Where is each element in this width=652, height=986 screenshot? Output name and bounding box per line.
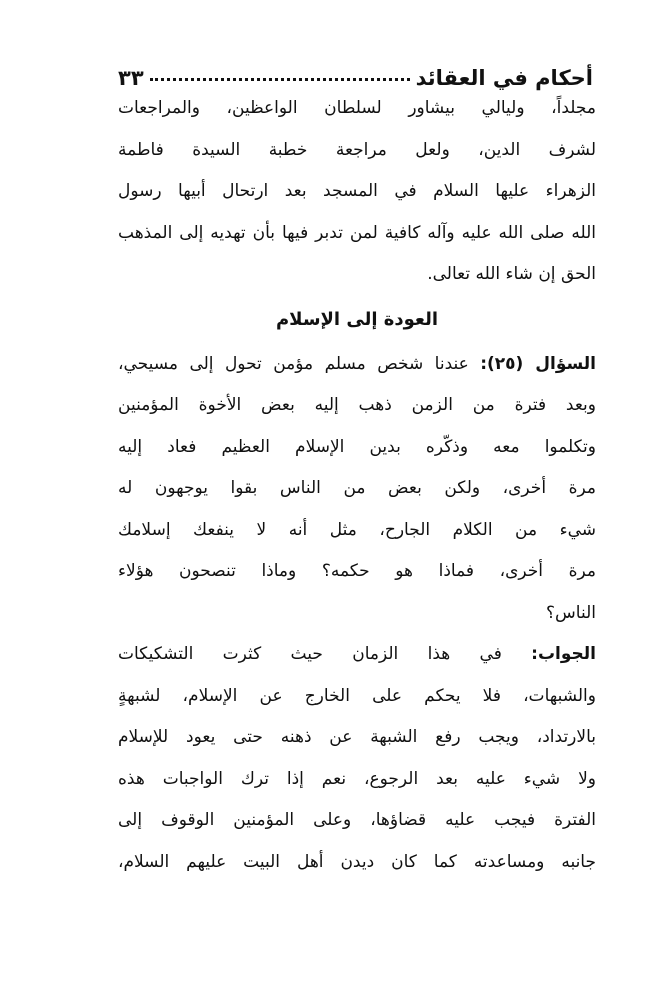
body-line: الحق إن شاء الله تعالى. <box>427 264 596 284</box>
answer-line: الفترة فيجب عليه قضاؤها، وعلى المؤمنين الوقوف إلى <box>118 810 596 830</box>
running-title: أحكام في العقائد <box>415 66 593 90</box>
question-line: وبعد فترة من الزمن ذهب إليه بعض الأخوة المؤمنين <box>118 395 596 415</box>
answer-line: جانبه ومساعدته كما كان ديدن أهل البيت عليهم السلام، <box>118 851 596 872</box>
answer-label: الجواب: <box>531 644 596 664</box>
question-first-line <box>118 344 596 386</box>
body-line: الزهراء عليها السلام في المسجد بعد ارتحال أبيها رسول <box>118 181 596 201</box>
question-line: مرة أخرى، ولكن بعض من الناس بقوا يوجهون له <box>118 478 596 498</box>
answer-line: ولا شيء عليه بعد الرجوع، نعم إذا ترك الواجبات هذه <box>118 768 596 789</box>
body-line: لشرف الدين، ولعل مراجعة خطبة السيدة فاطمة <box>118 139 596 160</box>
page-number: ٣٣ <box>118 66 144 90</box>
page-body <box>118 88 596 883</box>
question-label: السؤال (٢٥): <box>480 353 596 374</box>
body-line: مجلداً، وليالي بيشاور لسلطان الواعظين، والمراجعات <box>118 98 596 118</box>
answer-line: والشبهات، فلا يحكم على الخارج عن الإسلام، لشبهةٍ <box>118 685 596 706</box>
question-line: وتكلموا معه وذكّره بدين الإسلام العظيم فعاد إليه <box>118 436 596 457</box>
question-line: شيء من الكلام الجارح، مثل أنه لا ينفعك إسلامك <box>118 519 596 540</box>
answer-text: في هذا الزمان حيث كثرت التشكيكات <box>118 644 532 664</box>
page-header <box>118 50 593 90</box>
body-line: الله صلى الله عليه وآله كافية لمن تدبر فيها بأن تهديه إلى المذهب <box>118 222 596 243</box>
question-line: الناس؟ <box>546 602 596 623</box>
question-text: عندنا شخص مسلم مؤمن تحول إلى مسيحي، <box>118 353 481 374</box>
header-leader-dots <box>150 78 410 81</box>
question-line: مرة أخرى، فماذا هو حكمه؟ وماذا تنصحون هؤلاء <box>118 561 596 581</box>
answer-line: بالارتداد، ويجب رفع الشبهة عن ذهنه حتى يعود للإسلام <box>118 727 596 747</box>
section-heading: العودة إلى الإسلام <box>275 308 439 330</box>
answer-first-line <box>118 634 596 676</box>
